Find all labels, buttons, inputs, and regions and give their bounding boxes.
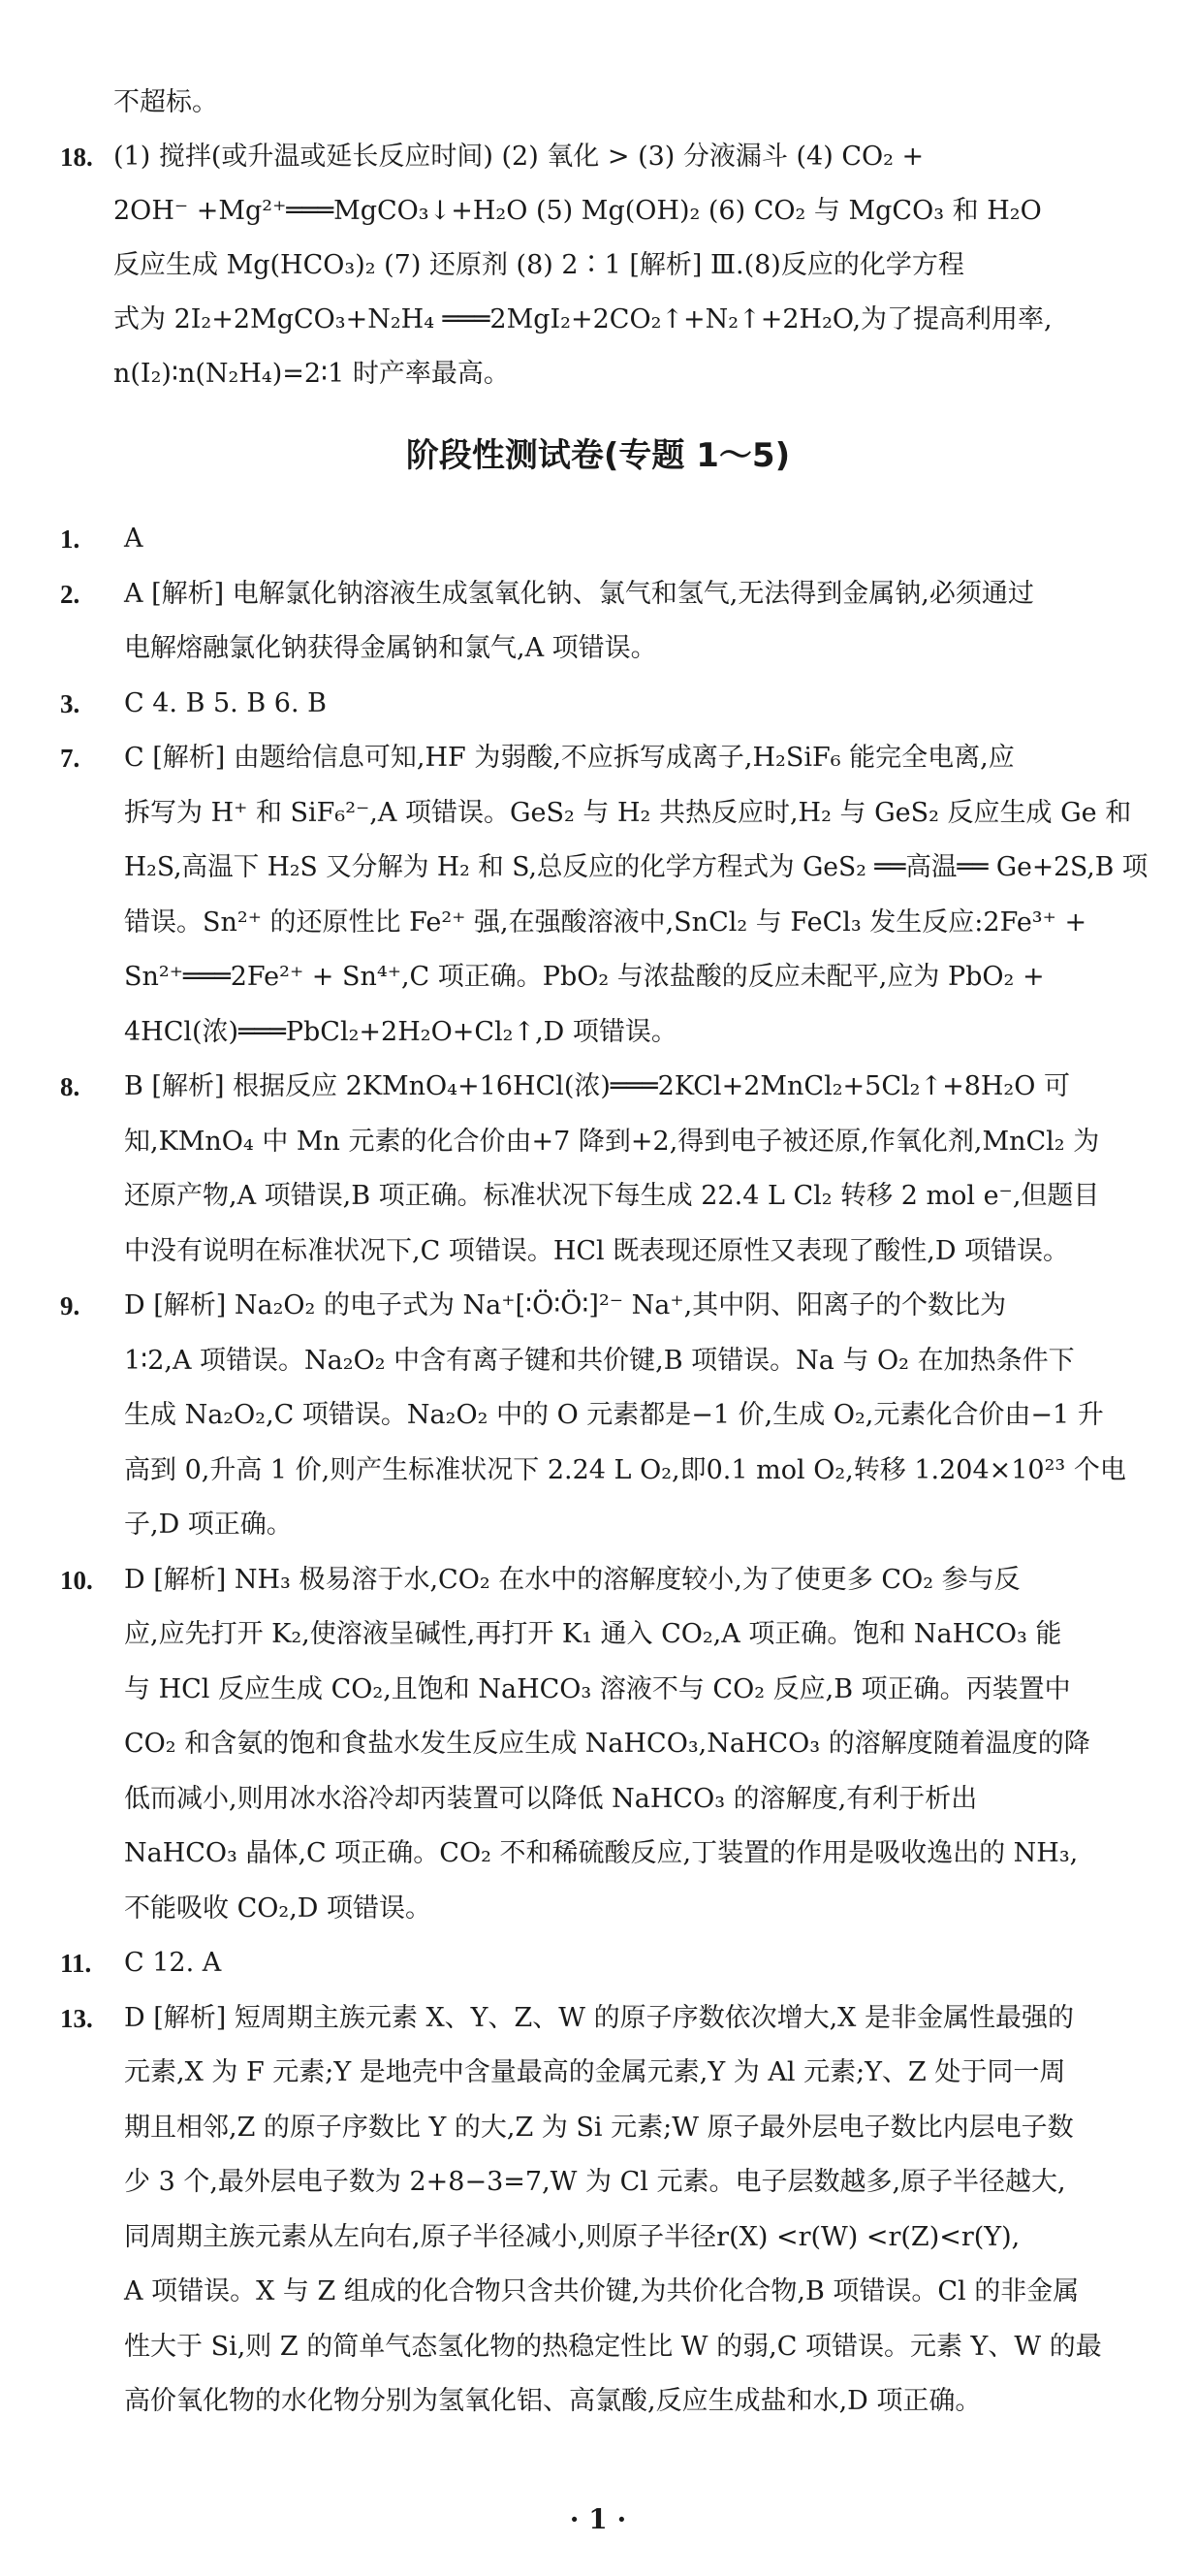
text-line: 不能吸收 CO₂,D 项错误。 bbox=[124, 1892, 432, 1924]
text-line: 应,应先打开 K₂,使溶液呈碱性,再打开 K₁ 通入 CO₂,A 项正确。饱和 NaHCO₃ 能 bbox=[124, 1619, 1062, 1649]
text-line: A 项错误。X 与 Z 组成的化合物只含共价键,为共价化合物,B 项错误。Cl 的非金属 bbox=[124, 2276, 1080, 2306]
text-line: 期且相邻,Z 的原子序数比 Y 的大,Z 为 Si 元素;W 原子最外层电子数比内层电子数 bbox=[124, 2112, 1074, 2143]
question-number: 1. bbox=[60, 525, 80, 554]
text-line: n(I₂)∶n(N₂H₄)=2∶1 时产率最高。 bbox=[113, 359, 510, 389]
text-line: 与 HCl 反应生成 CO₂,且饱和 NaHCO₃ 溶液不与 CO₂ 反应,B 项正确。丙装置中 bbox=[124, 1673, 1071, 1704]
text-line: C [解析] 由题给信息可知,HF 为弱酸,不应拆写成离子,H₂SiF₆ 能完全电离,应 bbox=[124, 743, 1015, 773]
text-line: A bbox=[124, 524, 143, 554]
text-line: 1∶2,A 项错误。Na₂O₂ 中含有离子键和共价键,B 项错误。Na 与 O₂ 在加热条件下 bbox=[124, 1345, 1075, 1376]
question-number: 10. bbox=[60, 1565, 93, 1595]
text-line: 2OH⁻ +Mg²⁺═══MgCO₃↓+H₂O (5) Mg(OH)₂ (6) CO₂ 与 MgCO₃ 和 H₂O bbox=[113, 196, 1042, 226]
text-line: 错误。Sn²⁺ 的还原性比 Fe²⁺ 强,在强酸溶液中,SnCl₂ 与 FeCl₃ 发生反应:2Fe³⁺ + bbox=[124, 906, 1087, 938]
section-title: 阶段性测试卷(专题 1～5) bbox=[405, 436, 791, 475]
page-number: · 1 · bbox=[569, 2503, 627, 2535]
text-line: NaHCO₃ 晶体,C 项正确。CO₂ 不和稀硫酸反应,丁装置的作用是吸收逸出的 NH₃, bbox=[124, 1838, 1079, 1868]
text-line: 元素,X 为 F 元素;Y 是地壳中含量最高的金属元素,Y 为 Al 元素;Y、Z 处于同一周 bbox=[124, 2057, 1066, 2087]
question-number: 7. bbox=[60, 744, 80, 773]
text-line: 性大于 Si,则 Z 的简单气态氢化物的热稳定性比 W 的弱,C 项错误。元素 Y、W 的最 bbox=[124, 2331, 1102, 2362]
text-line: C 12. A bbox=[124, 1948, 222, 1978]
question-number: 13. bbox=[60, 2003, 93, 2033]
text-line: 子,D 项正确。 bbox=[124, 1510, 293, 1540]
text-line: (1) 搅拌(或升温或延长反应时间) (2) 氧化 > (3) 分液漏斗 (4) CO₂ + bbox=[113, 142, 925, 172]
text-line: CO₂ 和含氨的饱和食盐水发生反应生成 NaHCO₃,NaHCO₃ 的溶解度随着温度的降 bbox=[124, 1729, 1090, 1759]
text-line: 同周期主族元素从左向右,原子半径减小,则原子半径r(X) <r(W) <r(Z)<r(Y), bbox=[124, 2221, 1021, 2252]
text-line: 低而减小,则用冰水浴冷却丙装置可以降低 NaHCO₃ 的溶解度,有利于析出 bbox=[124, 1783, 978, 1814]
text-line: 少 3 个,最外层电子数为 2+8−3=7,W 为 Cl 元素。电子层数越多,原子半径越大, bbox=[124, 2167, 1066, 2197]
text-line: H₂S,高温下 H₂S 又分解为 H₂ 和 S,总反应的化学方程式为 GeS₂ ══高温══ Ge+2S,B 项 bbox=[124, 852, 1149, 882]
text-line: A [解析] 电解氯化钠溶液生成氢氧化钠、氯气和氢气,无法得到金属钠,必须通过 bbox=[124, 578, 1034, 609]
text-line: D [解析] 短周期主族元素 X、Y、Z、W 的原子序数依次增大,X 是非金属性最强的 bbox=[124, 2002, 1074, 2033]
text-line: 高价氧化物的水化物分别为氢氧化铝、高氯酸,反应生成盐和水,D 项正确。 bbox=[124, 2386, 982, 2416]
text-line: B [解析] 根据反应 2KMnO₄+16HCl(浓)═══2KCl+2MnCl₂+5Cl₂↑+8H₂O 可 bbox=[124, 1071, 1070, 1101]
question-number: 8. bbox=[60, 1072, 80, 1101]
text-line: 4HCl(浓)═══PbCl₂+2H₂O+Cl₂↑,D 项错误。 bbox=[124, 1016, 677, 1047]
text-line: 反应生成 Mg(HCO₃)₂ (7) 还原剂 (8) 2∶1 [解析] Ⅲ.(8)反应的化学方程 bbox=[113, 250, 964, 280]
text-line: 生成 Na₂O₂,C 项错误。Na₂O₂ 中的 O 元素都是−1 价,生成 O₂,元素化合价由−1 升 bbox=[124, 1400, 1104, 1430]
text-line: D [解析] Na₂O₂ 的电子式为 Na⁺[∶Ö∶Ö∶]²⁻ Na⁺,其中阴、阳离子的个数比为 bbox=[124, 1290, 1007, 1320]
question-number: 2. bbox=[60, 579, 80, 609]
text-line: 高到 0,升高 1 价,则产生标准状况下 2.24 L O₂,即0.1 mol O₂,转移 1.204×10²³ 个电 bbox=[124, 1454, 1126, 1485]
question-number: 9. bbox=[60, 1291, 80, 1320]
question-number: 11. bbox=[60, 1949, 92, 1978]
text-line: C 4. B 5. B 6. B bbox=[124, 687, 327, 718]
text-line: 中没有说明在标准状况下,C 项错误。HCl 既表现还原性又表现了酸性,D 项错误。 bbox=[124, 1235, 1070, 1266]
text-line: 知,KMnO₄ 中 Mn 元素的化合价由+7 降到+2,得到电子被还原,作氧化剂,MnCl₂ 为 bbox=[124, 1126, 1100, 1157]
text-line: 电解熔融氯化钠获得金属钠和氯气,A 项错误。 bbox=[124, 633, 657, 663]
question-number: 18. bbox=[60, 143, 93, 172]
text-line: 式为 2I₂+2MgCO₃+N₂H₄ ═══2MgI₂+2CO₂↑+N₂↑+2H₂O,为了提高利用率, bbox=[113, 304, 1053, 334]
text-line: 拆写为 H⁺ 和 SiF₆²⁻,A 项错误。GeS₂ 与 H₂ 共热反应时,H₂ 与 GeS₂ 反应生成 Ge 和 bbox=[124, 797, 1132, 828]
text-line: 不超标。 bbox=[113, 87, 218, 117]
text-line: 还原产物,A 项错误,B 项正确。标准状况下每生成 22.4 L Cl₂ 转移 2 mol e⁻,但题目 bbox=[124, 1181, 1100, 1211]
question-number: 3. bbox=[60, 688, 80, 718]
text-line: D [解析] NH₃ 极易溶于水,CO₂ 在水中的溶解度较小,为了使更多 CO₂ 参与反 bbox=[124, 1564, 1021, 1595]
text-line: Sn²⁺═══2Fe²⁺ + Sn⁴⁺,C 项正确。PbO₂ 与浓盐酸的反应未配平,应为 PbO₂ + bbox=[124, 962, 1045, 992]
